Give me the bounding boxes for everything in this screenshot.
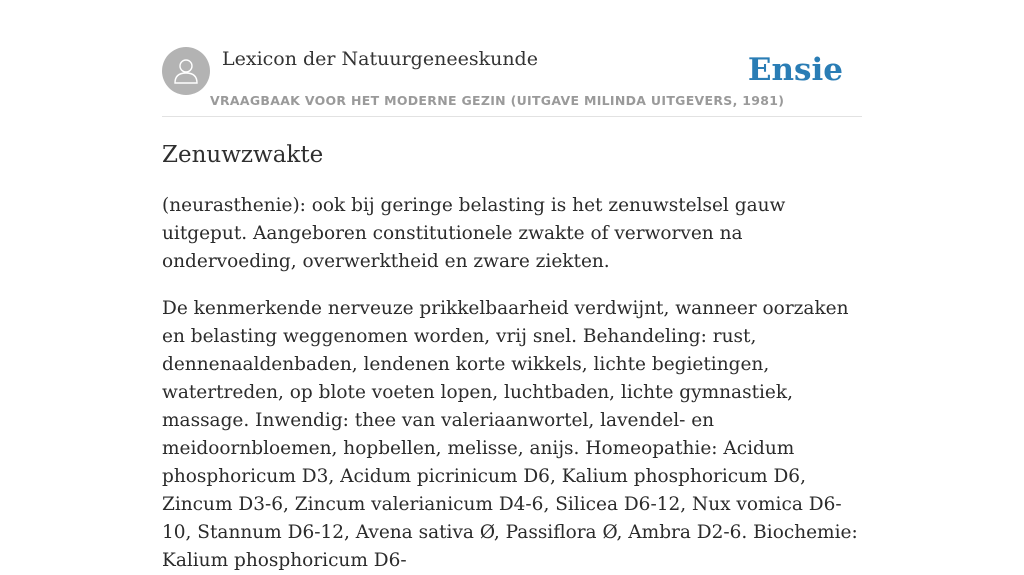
book-subtitle: VRAAGBAAK VOOR HET MODERNE GEZIN (UITGAVE MILINDA UITGEVERS, 1981) [210, 93, 785, 108]
entry-paragraph-1: (neurasthenie): ook bij geringe belasting is het zenuwstelsel gauw uitgeput. Aangeboren constitutionele zwakte of verworven na ondervoeding, overwerktheid en zware ziekten. [162, 195, 786, 272]
book-header [162, 46, 862, 117]
book-title[interactable]: Lexicon der Natuurgeneeskunde [222, 48, 538, 70]
entry-title: Zenuwzwakte [162, 142, 324, 168]
ensie-logo[interactable]: Ensie [747, 52, 843, 88]
avatar[interactable] [162, 47, 210, 95]
entry-paragraph-2: De kenmerkende nerveuze prikkelbaarheid verdwijnt, wanneer oorzaken en belasting weggenomen worden, vrij snel. Behandeling: rust, dennenaaldenbaden, lendenen korte wikkels, lichte begietingen, watertreden, op blote voeten lopen, luchtbaden, lichte gymnastiek, massage. Inwendig: thee van valeriaanwortel, lavendel- en meidoornbloemen, hopbellen, melisse, anijs. Homeopathie: Acidum phosphoricum D3, Acidum picrinicum D6, Kalium phosphoricum D6, Zincum D3-6, Zincum valerianicum D4-6, Silicea D6-12, Nux vomica D6-10, Stannum D6-12, Avena sativa Ø, Passiflora Ø, Ambra D2-6. Biochemie: Kalium phosphoricum D6- [162, 298, 858, 571]
user-icon [171, 56, 201, 86]
entry-article [162, 138, 862, 575]
